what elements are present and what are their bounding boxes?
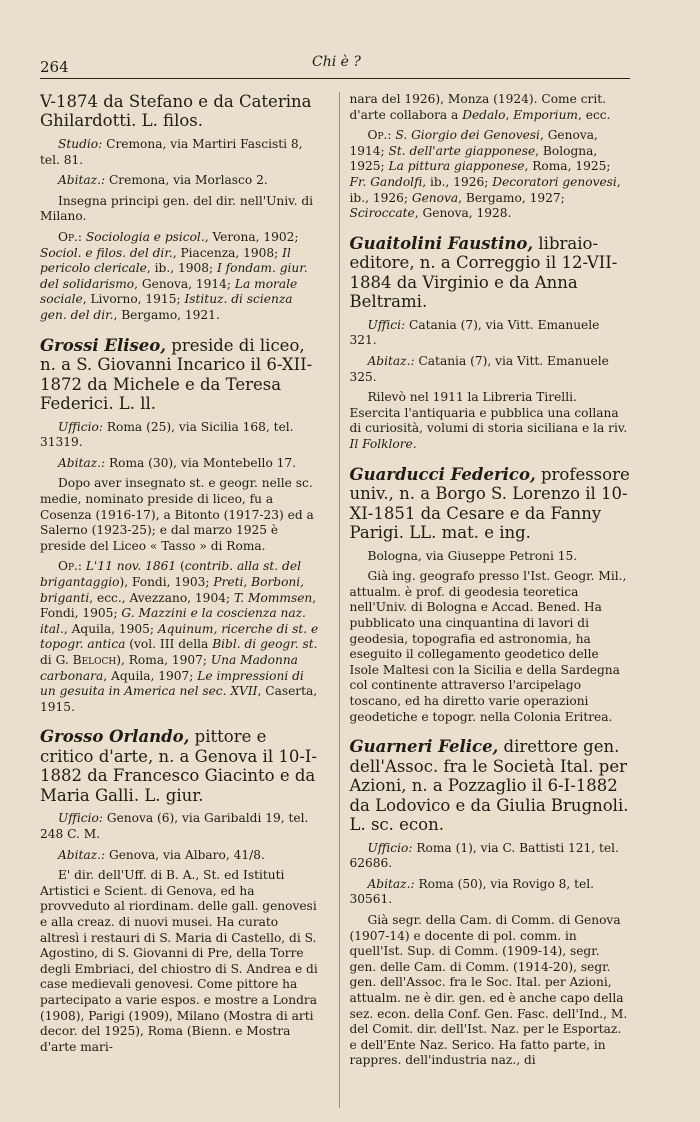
- works-text-run: ), Roma, 1907;: [116, 653, 211, 668]
- studio-label: Studio:: [58, 136, 103, 151]
- ufficio-line: [350, 841, 631, 872]
- work-title: Bibl. di geogr. st.: [212, 637, 318, 652]
- bio-text: ,: [505, 107, 514, 122]
- works-text: [40, 559, 318, 713]
- abitaz-line: [350, 354, 631, 385]
- work-title: St. dell'arte giapponese: [388, 143, 536, 158]
- work-title: Aquinum, ricerche di st. e topogr. antica: [40, 621, 319, 652]
- abitaz-line: [40, 173, 321, 189]
- ufficio-line: [40, 811, 321, 842]
- entry-grossi-eliseo: [40, 336, 321, 716]
- works-text-run: ), Fondi, 1903;: [119, 575, 214, 589]
- text-columns: [40, 92, 630, 1108]
- works-label: Op.:: [58, 229, 83, 244]
- work-title: Genova: [411, 190, 459, 205]
- entry-lead: [350, 737, 631, 834]
- ufficio-line: [40, 420, 321, 451]
- works-text-run: , Aquila, 1905;: [63, 621, 158, 636]
- book-page: [40, 48, 630, 1108]
- entry-lead-text: direttore gen. dell'Assoc. fra le Società Ital. per Azioni, n. a Pozzaglio il 6-I-1882 da Lodovico e da Giulia Brugnoli. L. sc. econ.: [349, 737, 629, 835]
- work-title: Le impressioni di un gesuita in America nel sec. XVII: [40, 668, 304, 699]
- abitaz-label: Abitaz.:: [58, 847, 106, 862]
- works-text-run: , ib., 1926;: [422, 175, 493, 190]
- bio-paragraph: Insegna principi gen. del dir. nell'Univ. di Milano.: [40, 193, 314, 224]
- work-title: L'11 nov. 1861: [85, 559, 177, 574]
- works-text-run: , Caserta, 1915.: [40, 684, 318, 714]
- abitaz-line: [350, 877, 631, 908]
- work-title: La morale sociale: [40, 276, 298, 307]
- journal-title: Il Folklore: [349, 437, 413, 452]
- journal-title: Emporium: [513, 107, 578, 122]
- works-text-run: , ib., 1908;: [146, 261, 217, 276]
- works-text-run: , Fondi, 1905;: [40, 590, 317, 621]
- entry-name: Guarducci Federico,: [349, 464, 536, 484]
- entry-lead: [350, 234, 631, 312]
- entry-lead-text: preside di liceo, n. a S. Giovanni Incarico il 6-XII-1872 da Michele e da Teresa Federici. L. ll.: [40, 335, 313, 414]
- works-text-run: , Genova, 1914;: [134, 276, 235, 291]
- abitaz-label: Abitaz.:: [58, 455, 106, 470]
- work-title: Il pericolo clericale: [40, 245, 291, 276]
- work-title: Sciroccate: [349, 206, 415, 221]
- author-name: Beloch: [72, 653, 117, 668]
- works-line: [350, 128, 631, 222]
- uffici-line: [350, 318, 631, 349]
- work-title: S. Giorgio dei Genovesi: [395, 128, 540, 143]
- bio-text: nara del 1926), Monza (1924). Come crit. d'arte collabora a: [349, 92, 607, 122]
- work-title: Decoratori genovesi: [492, 175, 617, 190]
- abitaz-label: Abitaz.:: [367, 353, 415, 368]
- ufficio-text: Roma (25), via Sicilia 168, tel. 31319.: [40, 419, 294, 450]
- entry-grosso-orlando: [40, 727, 321, 1055]
- bio-text: .: [412, 437, 417, 452]
- entry-name: Guarneri Felice,: [349, 737, 499, 757]
- abitaz-label: Abitaz.:: [367, 876, 415, 891]
- studio-text: Cremona, via Martiri Fascisti 8, tel. 81.: [40, 136, 303, 167]
- left-column: [40, 92, 321, 1108]
- running-header: [40, 48, 630, 79]
- works-text-run: (vol. III della: [125, 637, 213, 652]
- journal-title: Dedalo: [462, 107, 506, 122]
- entry-guaitolini-faustino: [350, 234, 631, 453]
- work-title: G. Mazzini e la coscienza naz. ital.: [40, 606, 306, 636]
- ufficio-label: Ufficio:: [367, 840, 413, 855]
- works-text-run: , ib., 1926;: [349, 175, 621, 205]
- work-title: T. Mommsen: [233, 590, 313, 605]
- works-text-run: , Aquila, 1907;: [103, 668, 198, 683]
- entry-continued: [40, 92, 321, 324]
- works-label: Op.:: [58, 559, 83, 574]
- bio-text: Rilevò nel 1911 la Libreria Tirelli. Esercita l'antiquaria e pubblica una collana di curiosità, volumi di storia siciliana e la riv.: [349, 390, 628, 436]
- abitaz-label: Abitaz.:: [58, 173, 106, 188]
- entry-lead: V-1874 da Stefano e da Caterina Ghilardotti. L. filos.: [40, 92, 312, 131]
- entry-name: Guaitolini Faustino,: [349, 233, 534, 253]
- abitaz-text: Genova, via Albaro, 41/8.: [105, 847, 265, 862]
- bio-paragraph: Già segr. della Cam. di Comm. di Genova (1907-14) e docente di pol. comm. in quell'Ist. Sup. di Comm. (1909-14), segr. gen. delle Cam. di Comm. (1914-20), segr. gen. dell'Assoc. fra le Soc. Ital. per Azioni, attualm. ne è dir. gen. ed è anche capo della sez. econ. della Conf. Gen. Fasc. dell'Ind., M. del Comit. dir. dell'Ist. Naz. per le Esportaz. e dell'Ente Naz. Serico. Ha fatto parte, in rappres. dell'industria naz., di: [349, 912, 628, 1068]
- works-label: Op.:: [367, 128, 392, 143]
- works-text-run: , Bologna, 1925;: [349, 143, 598, 174]
- works-text-run: di G.: [40, 653, 73, 668]
- work-title: Preti, Borboni, briganti: [40, 575, 305, 605]
- abitaz-text: Catania (7), via Vitt. Emanuele 325.: [349, 353, 609, 384]
- running-title: Chi è ?: [312, 54, 361, 70]
- ufficio-label: Ufficio:: [58, 811, 103, 826]
- bio-paragraph: Dopo aver insegnato st. e geogr. nelle sc. medie, nominato preside di liceo, fu a Cosenza (1916-17), a Bitonto (1917-23) ed a Salerno (1923-25); e dal marzo 1925 è preside del Liceo « Tasso » di Roma.: [40, 476, 314, 553]
- entry-lead-text: pittore e critico d'arte, n. a Genova il 10-I-1882 da Francesco Giacinto e da Maria Galli. L. giur.: [40, 727, 318, 805]
- entry-guarneri-felice: [350, 737, 631, 1069]
- work-title: Istituz. di scienza gen. del dir.: [40, 292, 293, 323]
- work-title: Sociol. e filos. del dir.: [40, 245, 173, 260]
- entry-name: Grosso Orlando,: [40, 727, 190, 747]
- bio-paragraph: Già ing. geografo presso l'Ist. Geogr. Mil., attualm. è prof. di geodesia teoretica nell'Univ. di Bologna e Accad. Bened. Ha pubblicato una cinquantina di lavori di geodesia, topografia ed astronomia, ha eseguito il collegamento geodetico delle Isole Maltesi con la Sicilia e della Sardegna col continente attraverso l'arcipelago toscano, ed ha diretto varie operazioni geodetiche e topogr. nella Colonia Eritrea.: [349, 569, 627, 724]
- abitaz-line: [40, 848, 321, 864]
- works-text-run: , Genova, 1928.: [414, 206, 512, 221]
- works-text-run: , Piacenza, 1908;: [172, 245, 283, 260]
- works-text-run: , Bergamo, 1921.: [113, 308, 220, 323]
- address-line: Bologna, via Giuseppe Petroni 15.: [367, 548, 578, 563]
- ufficio-label: Ufficio:: [58, 419, 103, 434]
- work-title: Sociologia e psicol.: [85, 229, 205, 244]
- entry-lead: [350, 465, 631, 543]
- entry-guarducci-federico: [350, 465, 631, 726]
- abitaz-text: Cremona, via Morlasco 2.: [105, 173, 268, 188]
- entry-lead-text: libraio-editore, n. a Correggio il 12-VII-1884 da Virginio e da Anna Beltrami.: [349, 233, 618, 312]
- works-line: [40, 230, 321, 324]
- bio-paragraph: E' dir. dell'Uff. di B. A., St. ed Istituti Artistici e Scient. di Genova, ed ha provveduto al riordinam. delle gall. genovesi e alla creaz. di nuovi musei. Ha curato altresì i restauri di S. Maria di Castello, di S. Agostino, di S. Giovanni di Pre, della Torre degli Embriaci, del chiostro di S. Andrea e di case medievali genovesi. Come pittore ha partecipato a varie espos. e mostre a Londra (1908), Parigi (1909), Milano (Mostra di arti decor. del 1925), Roma (Bienn. e Mostra d'arte mari-: [40, 868, 318, 1054]
- abitaz-line: [40, 456, 321, 472]
- work-title: Una Madonna carbonara: [40, 653, 298, 683]
- entry-lead: [40, 336, 321, 414]
- entry-name: Grossi Eliseo,: [40, 335, 167, 355]
- works-text-run: , Roma, 1925;: [524, 159, 611, 174]
- ufficio-text: Roma (1), via C. Battisti 121, tel. 62686.: [349, 840, 619, 871]
- work-title: contrib. alla st. del brigantaggio: [40, 559, 301, 589]
- ufficio-text: Genova (6), via Garibaldi 19, tel. 248 C. M.: [40, 811, 309, 841]
- work-title: I fondam. giur. del solidarismo: [40, 261, 308, 291]
- works-text-run: , Verona, 1902;: [204, 229, 299, 244]
- works-text-run: (: [176, 559, 185, 574]
- works-text-run: , Genova, 1914;: [349, 128, 598, 158]
- bio-paragraph: [350, 92, 631, 123]
- entry-lead-text: professore univ., n. a Borgo S. Lorenzo il 10-XI-1851 da Cesare e da Fanny Parigi. LL. mat. e ing.: [349, 464, 630, 543]
- abitaz-text: Roma (50), via Rovigo 8, tel. 30561.: [349, 876, 595, 907]
- uffici-text: Catania (7), via Vitt. Emanuele 321.: [349, 317, 600, 348]
- bio-text: , ecc.: [577, 107, 611, 122]
- work-title: La pittura giapponese: [388, 159, 525, 174]
- abitaz-text: Roma (30), via Montebello 17.: [105, 455, 297, 470]
- studio-line: [40, 137, 321, 168]
- uffici-label: Uffici:: [367, 317, 406, 332]
- right-column: [339, 92, 631, 1108]
- entry-continued: [350, 92, 631, 222]
- work-title: Fr. Gandolfi: [349, 175, 423, 190]
- works-text-run: , Bergamo, 1927;: [458, 190, 565, 205]
- works-line: [40, 559, 321, 715]
- entry-lead: [40, 727, 321, 805]
- page-number: 264: [40, 58, 69, 76]
- bio-paragraph: [350, 390, 631, 452]
- works-text-run: , Livorno, 1915;: [82, 292, 185, 307]
- works-text-run: , ecc., Avezzano, 1904;: [89, 590, 234, 605]
